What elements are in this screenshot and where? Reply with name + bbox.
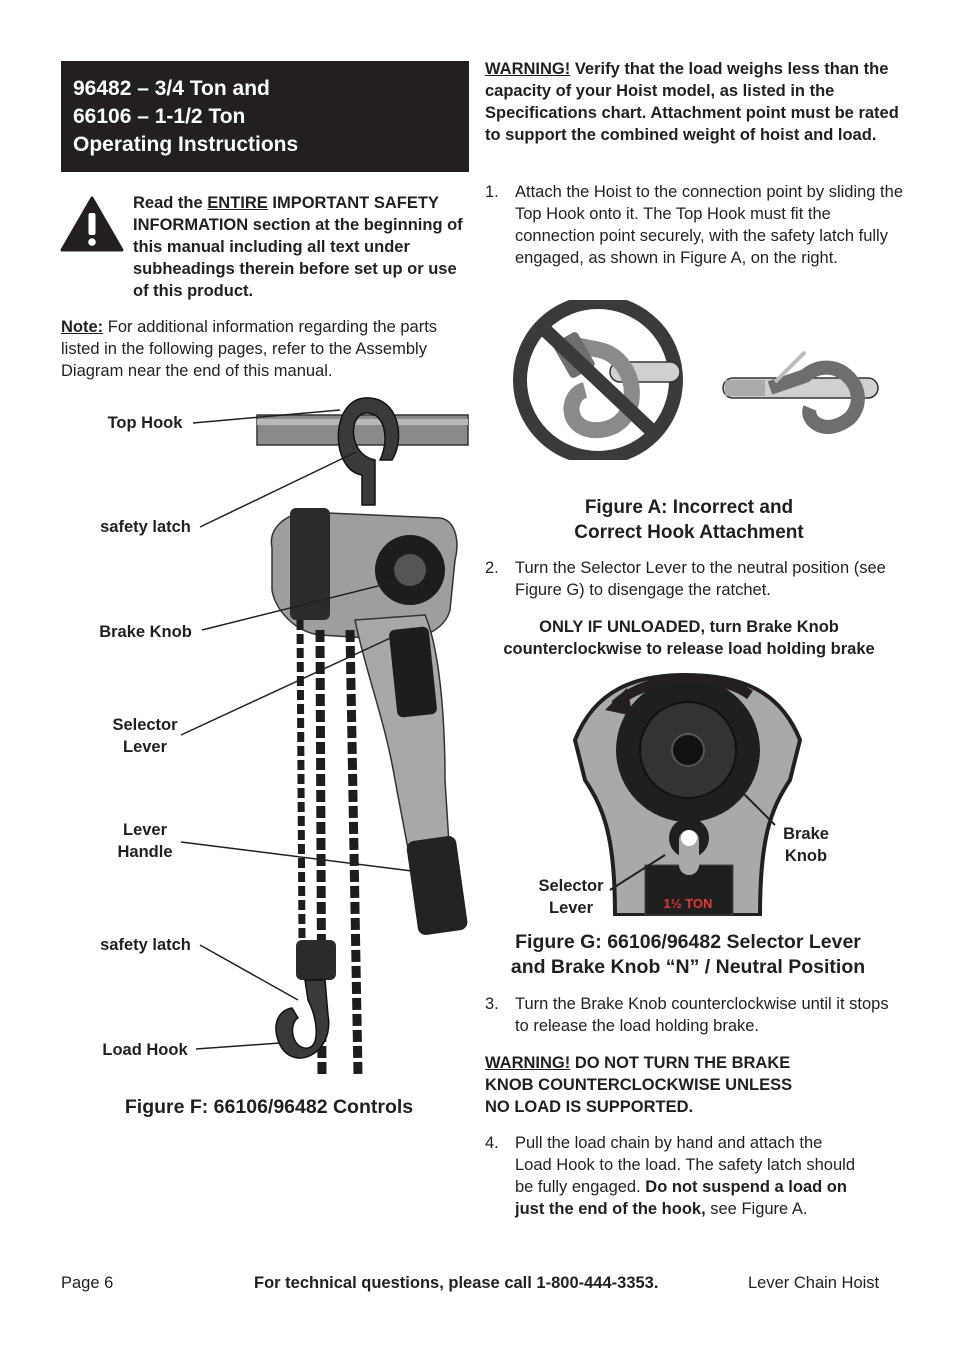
warning-capacity-text: Verify that the load weighs less than the capacity of your Hoist model, as listed in the Specifications chart. Attachment point must be rated to support the combined weight of hoist and load.	[485, 60, 899, 144]
warning-brake-knob	[485, 1052, 815, 1118]
note-label: Note:	[61, 318, 104, 336]
footer-phone: For technical questions, please call 1-800-444-3353.	[254, 1274, 659, 1292]
unloaded-notice	[475, 616, 903, 660]
figure-a-caption-line2: Correct Hook Attachment	[574, 522, 804, 543]
label-lever-handle	[95, 819, 195, 863]
figure-g-label-brake-knob	[766, 823, 846, 867]
label-load-hook: Load Hook	[102, 1041, 188, 1059]
step-4-text	[515, 1132, 855, 1220]
warning-capacity-label: WARNING!	[485, 60, 571, 78]
figure-f-caption: Figure F: 66106/96482 Controls	[124, 1096, 414, 1118]
figure-g-caption-line2: and Brake Knob “N” / Neutral Position	[510, 956, 866, 978]
figure-g-caption	[478, 930, 898, 980]
figure-g-label-brake-knob-line2: Knob	[784, 847, 828, 865]
ton-label: 1½ TON	[663, 896, 713, 911]
title-line-1: 96482 – 3/4 Ton and	[73, 77, 270, 100]
label-brake-knob: Brake Knob	[99, 623, 192, 641]
title-line-2: 66106 – 1-1/2 Ton	[73, 105, 246, 128]
step-4-number: 4.	[485, 1134, 499, 1152]
section-title-box	[61, 61, 469, 172]
safety-notice-entire: ENTIRE	[207, 194, 268, 212]
label-top-hook: Top Hook	[107, 414, 183, 432]
warning-brake-knob-label: WARNING!	[485, 1054, 571, 1072]
warning-triangle-icon	[60, 196, 124, 252]
step-1-number: 1.	[485, 183, 499, 201]
figure-g-label-brake-knob-line1: Brake	[783, 825, 829, 843]
step-3-number: 3.	[485, 995, 499, 1013]
step-1-text: Attach the Hoist to the connection point by sliding the Top Hook onto it. The Top Hook must fit the connection point securely, with the safety latch fully engaged, as shown in Figure A, on the right.	[515, 183, 903, 267]
figure-f-hoist-illustration	[0, 380, 475, 1090]
label-lever-handle-line1: Lever	[122, 821, 168, 839]
step-4-text-bold: Do not suspend a load on just the end of the hook,	[515, 1178, 847, 1218]
title-line-3: Operating Instructions	[73, 133, 299, 156]
label-selector-lever-line2: Lever	[122, 738, 168, 756]
footer-product: Lever Chain Hoist	[748, 1274, 880, 1292]
label-selector-lever-line1: Selector	[112, 716, 178, 734]
step-4-text-end: see Figure A.	[705, 1200, 808, 1218]
step-3	[485, 993, 905, 1037]
safety-notice	[133, 192, 468, 302]
step-4	[485, 1132, 855, 1220]
unloaded-notice-line2: counterclockwise to release load holding brake	[503, 640, 875, 658]
footer-page-number: Page 6	[61, 1274, 114, 1292]
figure-g-label-selector-lever-line1: Selector	[538, 877, 604, 895]
note-paragraph	[61, 316, 471, 382]
warning-capacity	[485, 58, 905, 146]
step-2-number: 2.	[485, 559, 499, 577]
step-1	[485, 181, 905, 269]
step-2	[485, 557, 905, 601]
figure-g-label-selector-lever	[529, 875, 613, 919]
step-2-text: Turn the Selector Lever to the neutral position (see Figure G) to disengage the ratchet.	[515, 559, 886, 599]
figure-g-label-selector-lever-line2: Lever	[548, 899, 594, 917]
warning-brake-knob-text: DO NOT TURN THE BRAKE KNOB COUNTERCLOCKWISE UNLESS NO LOAD IS SUPPORTED.	[485, 1054, 793, 1116]
label-lever-handle-line2: Handle	[117, 843, 173, 861]
label-safety-latch-top: safety latch	[100, 518, 191, 536]
figure-a-illustration	[505, 300, 885, 460]
step-4-text-plain: Pull the load chain by hand and attach the Load Hook to the load. The safety latch should be fully engaged.	[515, 1134, 856, 1196]
safety-notice-post: IMPORTANT SAFETY INFORMATION section at the beginning of this manual including all text under subheadings therein before set up or use of this product.	[133, 194, 463, 300]
step-3-text: Turn the Brake Knob counterclockwise until it stops to release the load holding brake.	[515, 995, 889, 1035]
figure-a-caption	[495, 495, 883, 545]
safety-notice-pre: Read the	[133, 194, 208, 212]
figure-a-caption-line1: Figure A: Incorrect and	[584, 497, 794, 518]
label-safety-latch-bottom: safety latch	[100, 936, 191, 954]
label-selector-lever	[95, 714, 195, 758]
figure-g-caption-line1: Figure G: 66106/96482 Selector Lever	[515, 931, 861, 953]
unloaded-notice-line1: ONLY IF UNLOADED, turn Brake Knob	[539, 618, 839, 636]
note-text: For additional information regarding the parts listed in the following pages, refer to the Assembly Diagram near the end of this manual.	[61, 318, 438, 380]
